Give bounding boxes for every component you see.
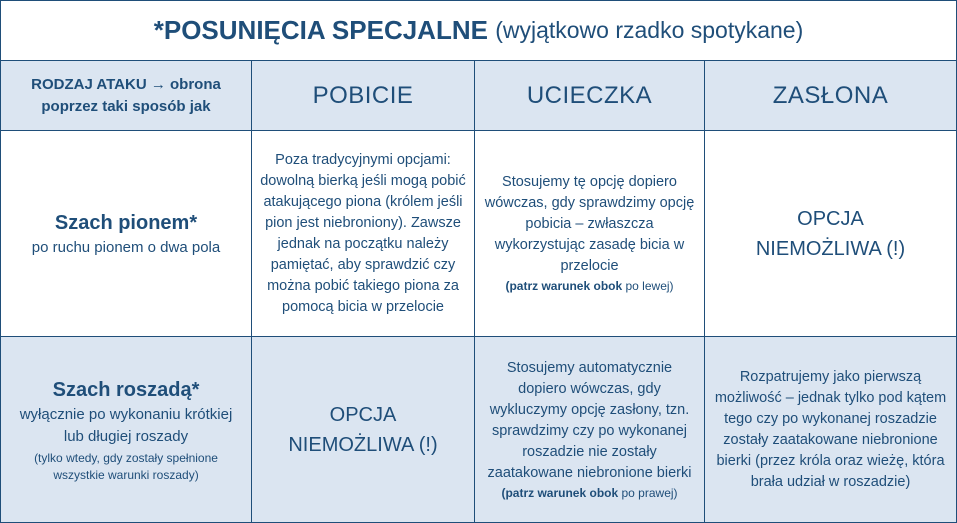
- pawn-zaslona-line1: OPCJA: [797, 207, 864, 230]
- castle-pobicie-line2: NIEMOŻLIWA (!): [288, 433, 438, 456]
- pawn-note-rest: po lewej): [625, 279, 674, 293]
- arrow-right-icon: →: [150, 75, 166, 93]
- castle-ucieczka-text: Stosujemy automatycznie dopiero wówczas, gdy wykluczymy opcję zasłony, tzn. sprawdzimy czy po wykonanej roszadzie nie zostały zaatakowane niebronione bierki: [487, 359, 692, 481]
- row-pawn-check-title: Szach pionem*: [54, 211, 198, 234]
- title-bold: *POSUNIĘCIA SPECJALNE: [153, 15, 488, 45]
- row-pawn-check-head: [1, 131, 252, 337]
- row-pawn-check-subtitle: po ruchu pionem o dwa pola: [31, 238, 221, 256]
- row-castle-check-subtitle: wyłącznie po wykonaniu krótkiej lub długiej roszady: [19, 405, 233, 445]
- table-title: [1, 1, 956, 61]
- castle-pobicie-line1: OPCJA: [329, 403, 397, 426]
- header-pobicie: POBICIE: [252, 61, 475, 131]
- row-pawn-check-ucieczka: [475, 131, 705, 337]
- attack-label: RODZAJ ATAKU: [31, 75, 147, 93]
- row-castle-check-pobicie: [252, 337, 475, 522]
- title-subtitle: (wyjątkowo rzadko spotykane): [495, 17, 804, 43]
- attack-label-line2: poprzez taki sposób jak: [41, 97, 211, 115]
- row-castle-check-zaslona: [705, 337, 956, 522]
- row-castle-check-ucieczka: [475, 337, 705, 522]
- pawn-ucieczka-note: [505, 277, 673, 295]
- header-attack-type: [1, 61, 252, 131]
- castle-zaslona-text: Rozpatrujemy jako pierwszą możliwość – jednak tylko pod kątem tego czy po wykonanej roszadzie zostały zaatakowane niebronione bierki (przez króla oraz wieżę, która brała udział w roszadzie): [714, 368, 947, 490]
- castle-note-rest: po prawej): [621, 485, 678, 500]
- row-pawn-check-zaslona: [705, 131, 956, 337]
- castle-ucieczka-note: [501, 484, 677, 502]
- row-castle-check-title: Szach roszadą*: [52, 378, 200, 401]
- pawn-pobicie-text: Poza tradycyjnymi opcjami: dowolną bierką jeśli mogą pobić atakującego piona (królem jeśli pion jest niebroniony). Zawsze jednak na początku należy pamiętać, aby sprawdzić czy można pobić takiego piona za pomocą bicia w przelocie: [260, 151, 466, 315]
- pawn-ucieczka-text: Stosujemy tę opcję dopiero wówczas, gdy sprawdzimy opcję pobicia – zwłaszcza wykorzystując zasadę bicia w przelocie: [484, 174, 695, 274]
- pawn-note-bold: (patrz warunek obok: [505, 279, 623, 293]
- castle-note-bold: (patrz warunek obok: [501, 485, 619, 500]
- row-castle-check-note: (tylko wtedy, gdy zostały spełnione wszystkie warunki roszady): [34, 450, 218, 482]
- row-pawn-check-pobicie: [252, 131, 475, 337]
- row-castle-check-head: [1, 337, 252, 522]
- header-zaslona: ZASŁONA: [705, 61, 956, 131]
- pawn-zaslona-line2: NIEMOŻLIWA (!): [755, 237, 906, 260]
- header-ucieczka: UCIECZKA: [475, 61, 705, 131]
- attack-label-tail: obrona: [170, 75, 221, 93]
